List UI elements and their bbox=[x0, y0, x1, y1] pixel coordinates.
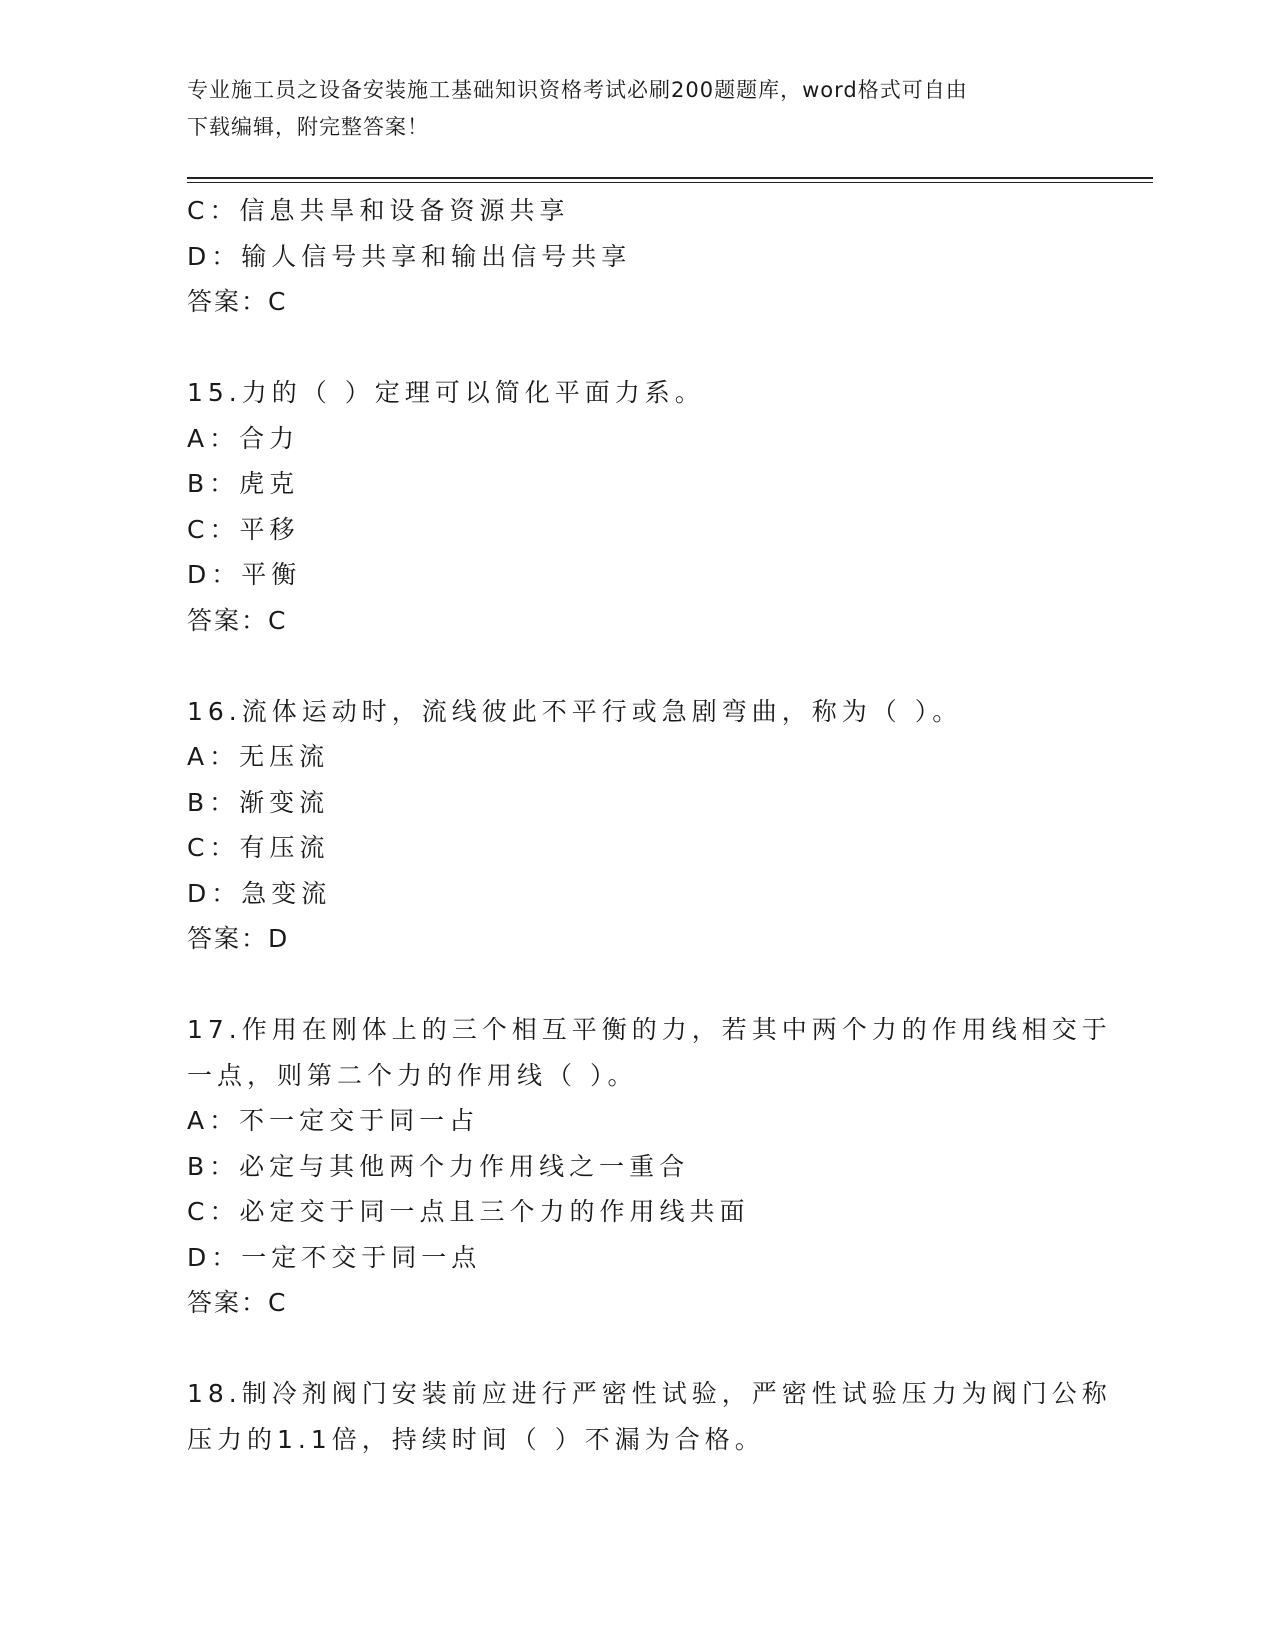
header-title-line-1: 专业施工员之设备安装施工基础知识资格考试必刷200题题库，word格式可自由 bbox=[187, 78, 968, 102]
spacer bbox=[187, 1326, 1087, 1372]
q15-stem: 15.力的（ ）定理可以简化平面力系。 bbox=[187, 378, 705, 407]
q14-option-d: D：输人信号共享和输出信号共享 bbox=[187, 241, 632, 271]
q15-option-a: A：合力 bbox=[187, 423, 300, 453]
q18-stem-line-1: 18.制冷剂阀门安装前应进行严密性试验，严密性试验压力为阀门公称 bbox=[187, 1379, 1112, 1408]
question-14-tail bbox=[187, 188, 1087, 325]
q16-option-b: B：渐变流 bbox=[187, 787, 330, 817]
question-list bbox=[187, 188, 1112, 1462]
header-divider-thick bbox=[187, 177, 1153, 179]
q17-option-c: C：必定交于同一点且三个力的作用线共面 bbox=[187, 1197, 750, 1226]
document-header bbox=[187, 72, 1067, 146]
question-17 bbox=[187, 1007, 1112, 1326]
q16-answer: 答案：D bbox=[187, 924, 290, 953]
header-title-line-2: 下载编辑，附完整答案！ bbox=[187, 115, 429, 139]
q14-option-c: C：信息共旱和设备资源共享 bbox=[187, 196, 570, 225]
q16-option-d: D：急变流 bbox=[187, 878, 332, 908]
q15-option-c: C：平移 bbox=[187, 514, 300, 544]
q16-option-c: C：有压流 bbox=[187, 833, 330, 862]
q18-stem-line-2: 压力的1.1倍，持续时间（ ）不漏为合格。 bbox=[187, 1424, 765, 1454]
q15-answer: 答案：C bbox=[187, 605, 288, 635]
q17-stem-line-1: 17.作用在刚体上的三个相互平衡的力，若其中两个力的作用线相交于 bbox=[187, 1015, 1112, 1044]
spacer bbox=[187, 325, 1087, 371]
question-16 bbox=[187, 689, 1087, 962]
spacer bbox=[187, 962, 1087, 1008]
q14-answer: 答案：C bbox=[187, 287, 288, 316]
q16-option-a: A：无压流 bbox=[187, 742, 330, 771]
q17-option-a: A：不一定交于同一占 bbox=[187, 1106, 480, 1135]
q15-option-d: D：平衡 bbox=[187, 560, 302, 589]
spacer bbox=[187, 643, 1087, 689]
q17-answer: 答案：C bbox=[187, 1288, 288, 1317]
header-divider-thin bbox=[187, 182, 1153, 183]
question-15 bbox=[187, 370, 1087, 643]
q17-stem-line-2: 一点，则第二个力的作用线（ ）。 bbox=[187, 1060, 638, 1090]
q17-option-d: D：一定不交于同一点 bbox=[187, 1242, 482, 1272]
q16-stem: 16.流体运动时，流线彼此不平行或急剧弯曲，称为（ ）。 bbox=[187, 696, 963, 726]
q17-option-b: B：必定与其他两个力作用线之一重合 bbox=[187, 1151, 690, 1181]
q15-option-b: B：虎克 bbox=[187, 469, 300, 498]
question-18 bbox=[187, 1371, 1112, 1462]
